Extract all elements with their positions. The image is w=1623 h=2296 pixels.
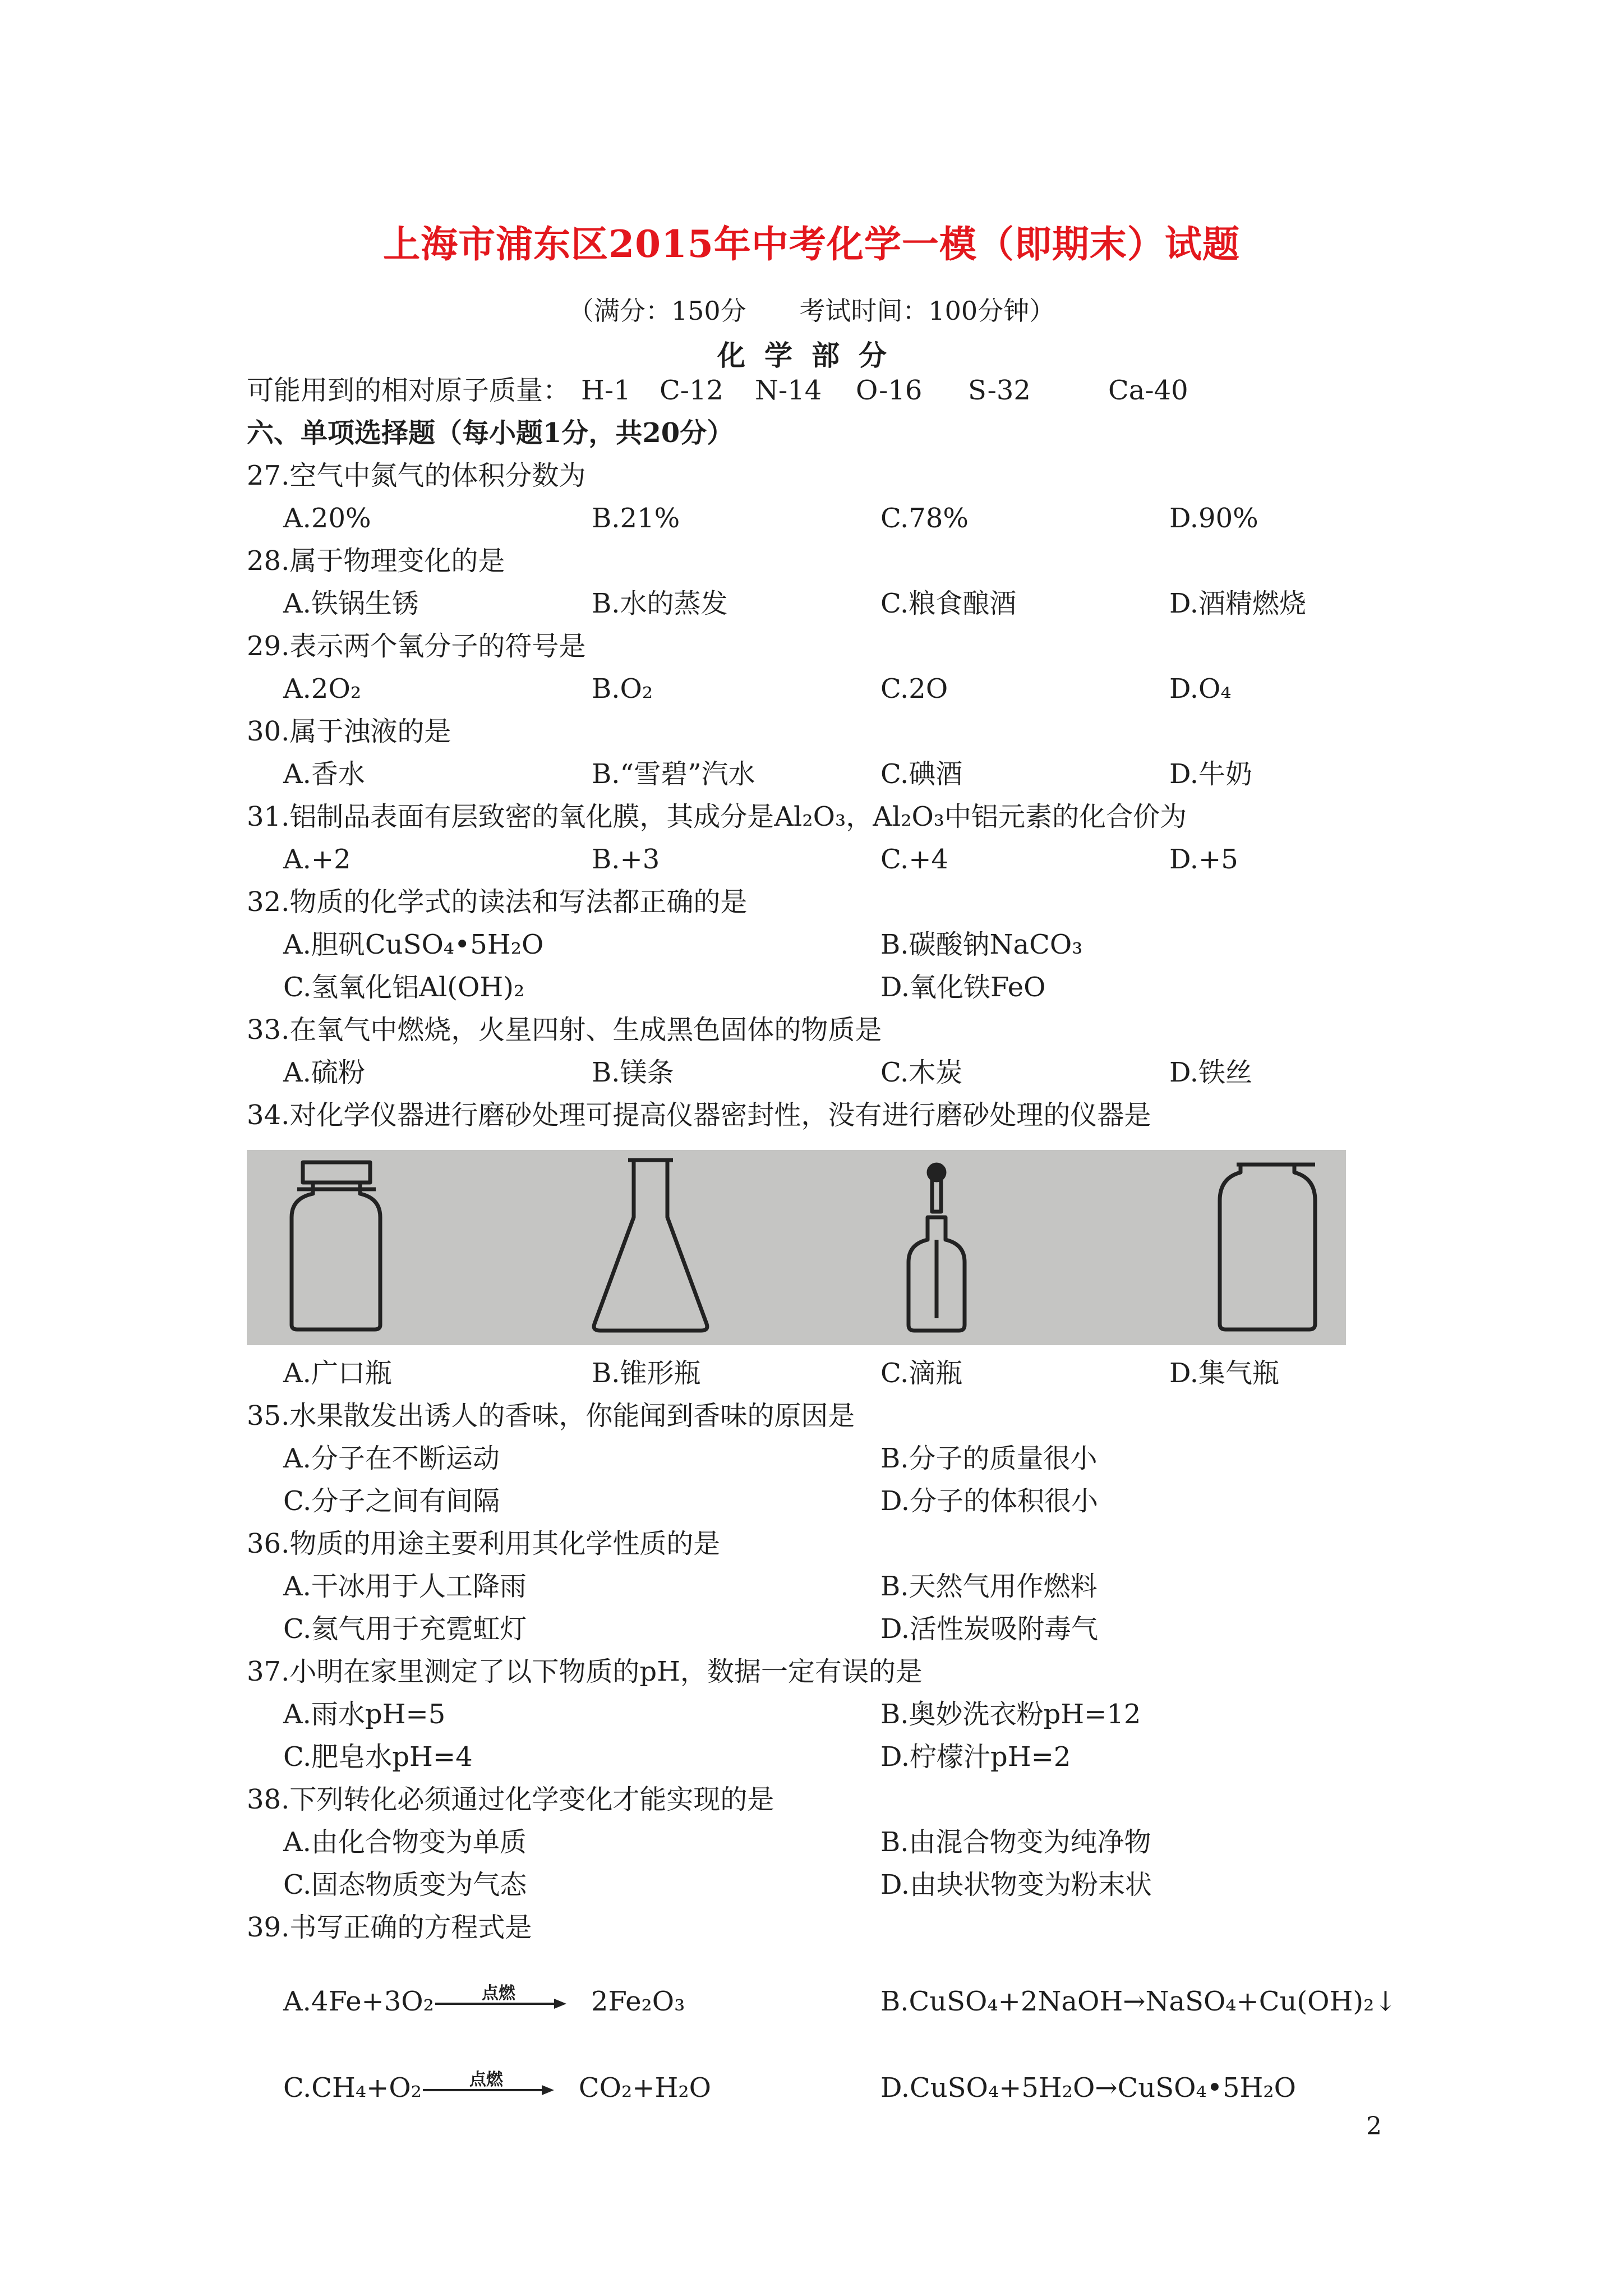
option-b: B.水的蒸发 xyxy=(592,588,728,619)
option-a: A.香水 xyxy=(283,758,365,790)
question-38: 38.下列转化必须通过化学变化才能实现的是 xyxy=(247,1784,774,1815)
option-d: D.氧化铁FeO xyxy=(880,972,1046,1003)
question-28: 28.属于物理变化的是 xyxy=(247,545,505,577)
option-c: C.滴瓶 xyxy=(880,1358,963,1389)
mass-item: S-32 xyxy=(968,375,1031,406)
reaction-arrow xyxy=(422,2069,579,2107)
question-30: 30.属于浊液的是 xyxy=(247,716,451,747)
option-b: B.分子的质量很小 xyxy=(880,1443,1098,1474)
page-number: 2 xyxy=(1366,2112,1382,2141)
option-a: A.+2 xyxy=(283,844,351,875)
question-39: 39.书写正确的方程式是 xyxy=(247,1912,532,1943)
option-d: D.+5 xyxy=(1169,844,1238,875)
exam-time: 考试时间：100分钟） xyxy=(799,296,1055,326)
option-c: C.分子之间有间隔 xyxy=(283,1485,500,1517)
question-36: 36.物质的用途主要利用其化学性质的是 xyxy=(247,1528,721,1559)
question-34: 34.对化学仪器进行磨砂处理可提高仪器密封性，没有进行磨砂处理的仪器是 xyxy=(247,1099,1151,1131)
equation-c xyxy=(283,2069,711,2107)
exam-info xyxy=(0,291,1623,328)
glassware-photo xyxy=(247,1150,1346,1345)
option-a: A.干冰用于人工降雨 xyxy=(283,1571,527,1602)
question-29: 29.表示两个氧分子的符号是 xyxy=(247,631,586,662)
part-heading: 六、单项选择题（每小题1分，共20分） xyxy=(247,417,734,449)
question-31: 31.铝制品表面有层致密的氧化膜，其成分是Al₂O₃，Al₂O₃中铝元素的化合价为 xyxy=(247,801,1187,832)
option-a: A.硫粉 xyxy=(283,1057,365,1088)
option-c: C.碘酒 xyxy=(880,758,963,790)
option-a: A.铁锅生锈 xyxy=(283,588,419,619)
equation-b: B.CuSO₄+2NaOH→NaSO₄+Cu(OH)₂↓ xyxy=(880,1986,1397,2017)
question-37: 37.小明在家里测定了以下物质的pH，数据一定有误的是 xyxy=(247,1656,923,1687)
option-c: C.氢氧化铝Al(OH)₂ xyxy=(283,972,525,1003)
option-d: D.酒精燃烧 xyxy=(1169,588,1307,619)
mass-item: Ca-40 xyxy=(1108,375,1188,406)
option-d: D.活性炭吸附毒气 xyxy=(880,1613,1099,1645)
option-b: B.锥形瓶 xyxy=(592,1358,701,1389)
option-c: C.粮食酿酒 xyxy=(880,588,1017,619)
question-32: 32.物质的化学式的读法和写法都正确的是 xyxy=(247,886,748,918)
option-c: C.固态物质变为气态 xyxy=(283,1869,527,1901)
condition-label: 点燃 xyxy=(481,1983,515,2003)
equation-a-right: 2Fe₂O₃ xyxy=(591,1986,685,2017)
option-a: A.分子在不断运动 xyxy=(283,1443,500,1474)
option-b: B.由混合物变为纯净物 xyxy=(880,1826,1151,1858)
equation-d: D.CuSO₄+5H₂O→CuSO₄•5H₂O xyxy=(880,2072,1296,2104)
option-b: B.奥妙洗衣粉pH=12 xyxy=(880,1699,1141,1730)
option-c: C.氦气用于充霓虹灯 xyxy=(283,1613,527,1645)
option-d: D.O₄ xyxy=(1169,673,1232,705)
option-b: B.+3 xyxy=(592,844,660,875)
option-b: B.镁条 xyxy=(592,1057,674,1088)
equation-a xyxy=(283,1983,685,2021)
equation-c-left: C.CH₄+O₂ xyxy=(283,2072,422,2104)
question-33: 33.在氧气中燃烧，火星四射、生成黑色固体的物质是 xyxy=(247,1014,882,1046)
mass-item: C-12 xyxy=(660,375,724,406)
option-a: A.胆矾CuSO₄•5H₂O xyxy=(283,929,544,960)
option-d: D.铁丝 xyxy=(1169,1057,1253,1088)
dropper-bottle-image xyxy=(909,1165,965,1331)
option-b: B.碳酸钠NaCO₃ xyxy=(880,929,1083,960)
option-d: D.柠檬汁pH=2 xyxy=(880,1741,1071,1773)
option-d: D.分子的体积很小 xyxy=(880,1485,1099,1517)
option-a: A.20% xyxy=(283,503,371,534)
option-c: C.+4 xyxy=(880,844,949,875)
option-b: B.天然气用作燃料 xyxy=(880,1571,1098,1602)
equation-c-right: CO₂+H₂O xyxy=(578,2072,711,2104)
mass-item: N-14 xyxy=(755,375,822,406)
option-a: A.广口瓶 xyxy=(283,1358,392,1389)
option-a: A.由化合物变为单质 xyxy=(283,1826,527,1858)
section-heading: 化学部分 xyxy=(717,339,906,372)
option-a: A.2O₂ xyxy=(283,673,362,705)
atomic-mass-line xyxy=(247,374,1188,407)
condition-label: 点燃 xyxy=(469,2069,503,2090)
reaction-arrow xyxy=(434,1983,591,2021)
question-27: 27.空气中氮气的体积分数为 xyxy=(247,460,586,491)
question-35: 35.水果散发出诱人的香味，你能闻到香味的原因是 xyxy=(247,1400,855,1432)
option-b: B.O₂ xyxy=(592,673,653,705)
option-d: D.由块状物变为粉末状 xyxy=(880,1869,1152,1901)
option-b: B.21% xyxy=(592,503,680,534)
atomic-mass-label: 可能用到的相对原子质量： xyxy=(247,375,570,406)
option-c: C.肥皂水pH=4 xyxy=(283,1741,473,1773)
option-b: B.“雪碧”汽水 xyxy=(592,758,755,790)
option-d: D.集气瓶 xyxy=(1169,1358,1280,1389)
option-a: A.雨水pH=5 xyxy=(283,1699,446,1730)
equation-a-left: A.4Fe+3O₂ xyxy=(283,1986,434,2017)
mass-item: O-16 xyxy=(856,375,923,406)
gas-jar-image xyxy=(1220,1165,1315,1329)
option-c: C.木炭 xyxy=(880,1057,963,1088)
exam-title: 上海市浦东区2015年中考化学一模（即期末）试题 xyxy=(383,222,1240,266)
wide-mouth-bottle-image xyxy=(292,1162,380,1329)
option-d: D.牛奶 xyxy=(1169,758,1253,790)
option-c: C.78% xyxy=(880,503,969,534)
mass-item: H-1 xyxy=(581,375,631,406)
conical-flask-image xyxy=(594,1160,707,1331)
option-c: C.2O xyxy=(880,673,948,705)
option-d: D.90% xyxy=(1169,503,1258,534)
full-score: （满分：150分 xyxy=(568,296,746,326)
